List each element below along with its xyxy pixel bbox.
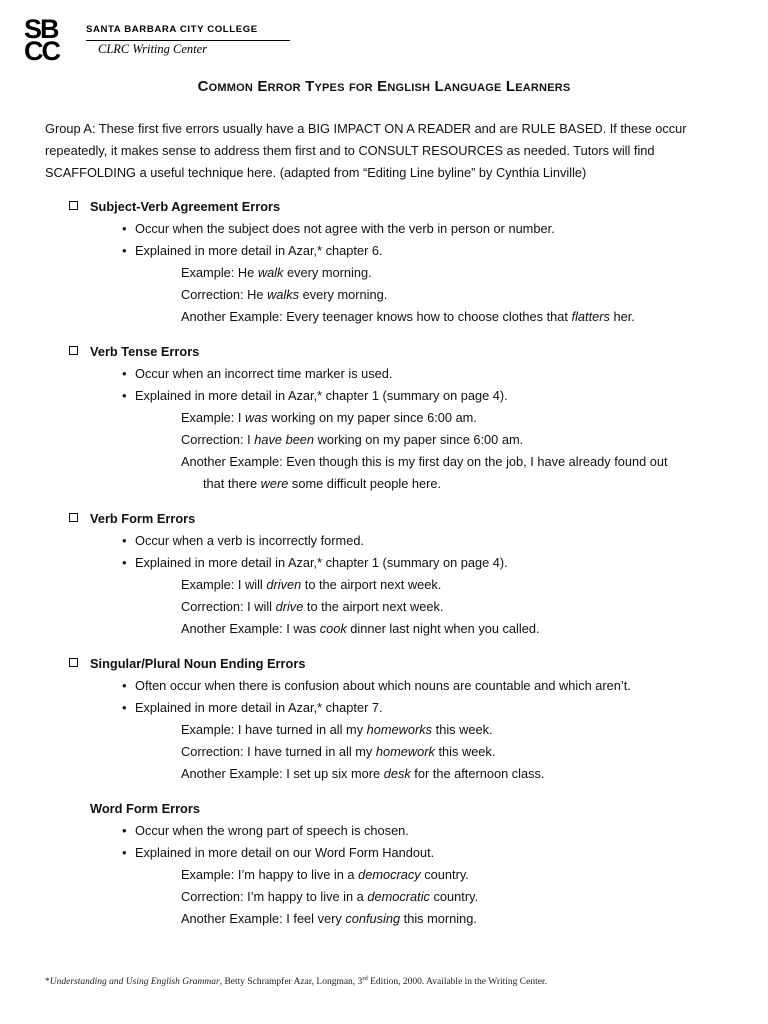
header bbox=[24, 14, 284, 68]
correction-emphasis: democratic bbox=[367, 889, 430, 904]
error-sections bbox=[0, 196, 768, 943]
correction-text: every morning. bbox=[299, 287, 388, 302]
correction-line bbox=[0, 429, 768, 451]
section-heading bbox=[0, 798, 768, 820]
bullet-text: Explained in more detail in Azar,* chapter 6. bbox=[135, 243, 383, 258]
correction-text: working on my paper since 6:00 am. bbox=[314, 432, 524, 447]
example-text: Example: I bbox=[181, 410, 246, 425]
header-divider bbox=[86, 40, 290, 41]
bullet-icon: • bbox=[122, 366, 127, 381]
correction-line bbox=[0, 596, 768, 618]
correction-text: Correction: I will bbox=[181, 599, 276, 614]
another-emphasis: desk bbox=[383, 766, 411, 781]
another-text: Another Example: I feel very bbox=[181, 911, 346, 926]
example-text: Example: He bbox=[181, 265, 258, 280]
section-heading bbox=[0, 508, 768, 530]
correction-text: to the airport next week. bbox=[303, 599, 444, 614]
checkbox-icon bbox=[69, 201, 78, 210]
correction-text: Correction: I have turned in all my bbox=[181, 744, 376, 759]
another-text: that there bbox=[203, 476, 261, 491]
section-heading bbox=[0, 653, 768, 675]
bullet-text: Explained in more detail in Azar,* chapter 7. bbox=[135, 700, 383, 715]
another-example-line bbox=[0, 451, 768, 473]
bullet-item bbox=[0, 385, 768, 407]
footnote-book-title: Understanding and Using English Grammar bbox=[49, 977, 220, 988]
another-text: dinner last night when you called. bbox=[346, 621, 540, 636]
example-line bbox=[0, 574, 768, 596]
bullet-icon: • bbox=[122, 388, 127, 403]
bullet-text: Explained in more detail on our Word Form Handout. bbox=[135, 845, 435, 860]
another-emphasis: cook bbox=[319, 621, 347, 636]
section-heading-text: Word Form Errors bbox=[90, 801, 200, 816]
example-line bbox=[0, 864, 768, 886]
checkbox-icon bbox=[69, 346, 78, 355]
another-text: for the afternoon class. bbox=[410, 766, 545, 781]
section-subject-verb bbox=[0, 196, 768, 328]
footnote-text: Edition, 2000. Available in the Writing Center. bbox=[367, 977, 547, 988]
logo-line-2: CC bbox=[24, 36, 59, 66]
bullet-icon: • bbox=[122, 823, 127, 838]
section-heading bbox=[0, 196, 768, 218]
example-text: working on my paper since 6:00 am. bbox=[267, 410, 477, 425]
bullet-text: Explained in more detail in Azar,* chapter 1 (summary on page 4). bbox=[135, 555, 508, 570]
section-verb-form bbox=[0, 508, 768, 640]
college-name: SANTA BARBARA CITY COLLEGE bbox=[86, 24, 258, 35]
correction-emphasis: drive bbox=[275, 599, 304, 614]
bullet-icon: • bbox=[122, 533, 127, 548]
another-emphasis: were bbox=[260, 476, 289, 491]
logo-line-1: SB bbox=[24, 14, 58, 44]
example-line bbox=[0, 407, 768, 429]
section-heading-text: Subject-Verb Agreement Errors bbox=[90, 199, 281, 214]
bullet-text: Occur when a verb is incorrectly formed. bbox=[135, 533, 365, 548]
sbcc-logo bbox=[24, 14, 82, 66]
section-verb-tense bbox=[0, 341, 768, 495]
another-emphasis: confusing bbox=[345, 911, 401, 926]
example-text: Example: I have turned in all my bbox=[181, 722, 367, 737]
another-example-continuation bbox=[0, 473, 768, 495]
bullet-text: Occur when an incorrect time marker is used. bbox=[135, 366, 393, 381]
example-emphasis: democracy bbox=[358, 867, 421, 882]
bullet-item bbox=[0, 240, 768, 262]
section-heading bbox=[0, 341, 768, 363]
bullet-text: Occur when the subject does not agree with the verb in person or number. bbox=[135, 221, 555, 236]
another-text: some difficult people here. bbox=[288, 476, 442, 491]
another-text: Another Example: I set up six more bbox=[181, 766, 384, 781]
correction-emphasis: have been bbox=[254, 432, 315, 447]
bullet-item bbox=[0, 820, 768, 842]
example-emphasis: homeworks bbox=[366, 722, 433, 737]
example-text: this week. bbox=[432, 722, 493, 737]
example-line bbox=[0, 719, 768, 741]
another-text: her. bbox=[609, 309, 635, 324]
section-heading-text: Verb Form Errors bbox=[90, 511, 196, 526]
intro-paragraph: Group A: These first five errors usually have a BIG IMPACT ON A READER and are RULE BASED. If these occur repeatedly, it makes sense to address them first and to CONSULT RESOURCES as needed. Tutors will find SCAFFOLDING a useful technique here. (adapted from “Editing Line byline” by Cynthia Linville) bbox=[45, 121, 687, 180]
example-emphasis: was bbox=[245, 410, 268, 425]
example-text: country. bbox=[420, 867, 469, 882]
footnote-star: * bbox=[45, 977, 50, 988]
bullet-icon: • bbox=[122, 700, 127, 715]
correction-emphasis: walks bbox=[267, 287, 300, 302]
section-heading-text: Singular/Plural Noun Ending Errors bbox=[90, 656, 306, 671]
example-text: Example: I will bbox=[181, 577, 267, 592]
bullet-icon: • bbox=[122, 845, 127, 860]
bullet-item bbox=[0, 552, 768, 574]
bullet-icon: • bbox=[122, 221, 127, 236]
bullet-item bbox=[0, 218, 768, 240]
another-example-line bbox=[0, 618, 768, 640]
correction-text: country. bbox=[429, 889, 479, 904]
bullet-item bbox=[0, 675, 768, 697]
section-singular-plural bbox=[0, 653, 768, 785]
example-text: every morning. bbox=[283, 265, 372, 280]
example-emphasis: walk bbox=[257, 265, 284, 280]
correction-line bbox=[0, 741, 768, 763]
bullet-item bbox=[0, 363, 768, 385]
another-text: this morning. bbox=[400, 911, 477, 926]
bullet-icon: • bbox=[122, 243, 127, 258]
example-text: to the airport next week. bbox=[301, 577, 442, 592]
footnote-superscript: rd bbox=[362, 975, 368, 982]
bullet-text: Often occur when there is confusion about which nouns are countable and which aren’t. bbox=[135, 678, 631, 693]
checkbox-icon bbox=[69, 513, 78, 522]
correction-text: this week. bbox=[434, 744, 496, 759]
example-line bbox=[0, 262, 768, 284]
another-emphasis: flatters bbox=[571, 309, 610, 324]
footnote bbox=[45, 975, 745, 987]
center-name: CLRC Writing Center bbox=[98, 42, 208, 56]
page-title: Common Error Types for English Language Learners bbox=[197, 78, 571, 95]
correction-line bbox=[0, 886, 768, 908]
example-text: Example: I’m happy to live in a bbox=[181, 867, 359, 882]
correction-text: Correction: I’m happy to live in a bbox=[181, 889, 368, 904]
bullet-item bbox=[0, 697, 768, 719]
bullet-text: Explained in more detail in Azar,* chapter 1 (summary on page 4). bbox=[135, 388, 508, 403]
another-text: Another Example: I was bbox=[181, 621, 320, 636]
another-example-line bbox=[0, 306, 768, 328]
example-emphasis: driven bbox=[266, 577, 302, 592]
another-text: Another Example: Every teenager knows how to choose clothes that bbox=[181, 309, 572, 324]
section-heading-text: Verb Tense Errors bbox=[90, 344, 200, 359]
correction-emphasis: homework bbox=[375, 744, 435, 759]
bullet-icon: • bbox=[122, 678, 127, 693]
correction-line bbox=[0, 284, 768, 306]
another-example-line bbox=[0, 763, 768, 785]
bullet-item bbox=[0, 842, 768, 864]
another-example-line bbox=[0, 908, 768, 930]
bullet-icon: • bbox=[122, 555, 127, 570]
correction-text: Correction: I bbox=[181, 432, 255, 447]
correction-text: Correction: He bbox=[181, 287, 268, 302]
another-text: Another Example: Even though this is my first day on the job, I have already found out bbox=[181, 454, 668, 469]
section-word-form bbox=[0, 798, 768, 930]
footnote-text: , Betty Schrampfer Azar, Longman, 3 bbox=[219, 977, 363, 988]
bullet-text: Occur when the wrong part of speech is chosen. bbox=[135, 823, 409, 838]
bullet-item bbox=[0, 530, 768, 552]
checkbox-icon bbox=[69, 658, 78, 667]
